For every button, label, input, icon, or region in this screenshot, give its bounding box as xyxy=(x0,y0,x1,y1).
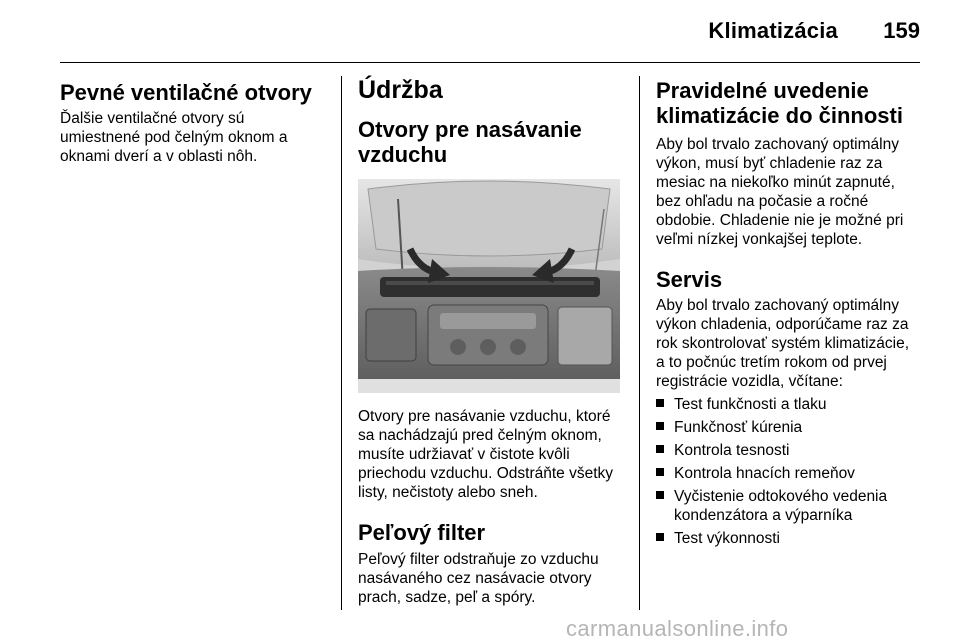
bullet-square-icon xyxy=(656,422,664,430)
bullet-square-icon xyxy=(656,445,664,453)
paragraph-line: výkon chladenia, odporúčame raz za xyxy=(656,315,909,333)
list-item xyxy=(656,395,924,414)
watermark[interactable]: carmanualsonline.info xyxy=(566,616,789,641)
list-item-text: Test funkčnosti a tlaku xyxy=(674,395,827,413)
column-divider-1 xyxy=(341,76,342,610)
list-item-text: Test výkonnosti xyxy=(674,529,780,547)
list-item-text: Funkčnosť kúrenia xyxy=(674,418,803,436)
list-item-text-continued: kondenzátora a výparníka xyxy=(674,506,853,524)
section-heading-maintenance: Údržba xyxy=(358,76,443,104)
paragraph-line: nasávaného cez nasávacie otvory xyxy=(358,569,592,587)
paragraph-line: listy, nečistoty alebo sneh. xyxy=(358,484,538,502)
header-rule xyxy=(60,62,920,63)
paragraph-line: umiestnené pod čelným oknom a xyxy=(60,129,288,147)
bullet-square-icon xyxy=(656,533,664,541)
list-item-text: Vyčistenie odtokového vedenia xyxy=(674,487,888,505)
section-heading-pollen-filter: Peľový filter xyxy=(358,520,486,546)
engine-bay-illustration xyxy=(358,179,620,393)
subheading-air-intake-line2: vzduchu xyxy=(358,142,448,168)
bullet-square-icon xyxy=(656,468,664,476)
section-heading-regular-operation-line2: klimatizácie do činnosti xyxy=(656,103,903,129)
list-item xyxy=(656,529,924,548)
paragraph-line: mesiac na niekoľko minút zapnuté, xyxy=(656,173,895,191)
list-item-text: Kontrola tesnosti xyxy=(674,441,790,459)
section-heading-service: Servis xyxy=(656,266,723,292)
column-middle xyxy=(358,74,628,607)
paragraph-line: registrácie vozidla, včítane: xyxy=(656,372,843,390)
paragraph-line: veľmi nízkej vonkajšej teplote. xyxy=(656,230,863,248)
subheading-air-intake-line1: Otvory pre nasávanie xyxy=(358,116,582,142)
section-heading-fixed-vents: Pevné ventilačné otvory xyxy=(60,80,312,105)
list-item xyxy=(656,441,924,460)
section-heading-regular-operation-line1: Pravidelné uvedenie xyxy=(656,78,869,103)
paragraph-line: a to počnúc tretím rokom od prvej xyxy=(656,353,887,371)
column-right xyxy=(656,74,924,552)
list-item xyxy=(656,464,924,483)
engine-bay-photo xyxy=(358,179,620,393)
page-header-title: Klimatizácia xyxy=(708,18,838,43)
column-left xyxy=(60,74,330,166)
list-item xyxy=(656,487,924,525)
paragraph-line: Aby bol trvalo zachovaný optimálny xyxy=(656,135,899,153)
paragraph-line: rok skontrolovať systém klimatizácie, xyxy=(656,334,910,352)
paragraph-line: obdobie. Chladenie nie je možné pri xyxy=(656,211,904,229)
paragraph-line: bez ohľadu na počasie a ročné xyxy=(656,192,869,210)
paragraph-line: prach, sadze, peľ a spóry. xyxy=(358,588,536,606)
paragraph-line: musíte udržiavať v čistote kvôli xyxy=(358,446,570,464)
bullet-square-icon xyxy=(656,491,664,499)
service-checklist xyxy=(656,395,924,548)
column-divider-2 xyxy=(639,76,640,610)
paragraph-line: Peľový filter odstraňuje zo vzduchu xyxy=(358,550,599,568)
paragraph-line: Otvory pre nasávanie vzduchu, ktoré xyxy=(358,408,611,426)
paragraph-line: oknami dverí a v oblasti nôh. xyxy=(60,148,258,166)
page-number: 159 xyxy=(883,18,920,43)
paragraph-line: Aby bol trvalo zachovaný optimálny xyxy=(656,296,899,314)
list-item-text: Kontrola hnacích remeňov xyxy=(674,464,855,482)
paragraph-line: sa nachádzajú pred čelným oknom, xyxy=(358,427,602,445)
list-item xyxy=(656,418,924,437)
paragraph-line: Ďalšie ventilačné otvory sú xyxy=(60,110,245,128)
bullet-square-icon xyxy=(656,399,664,407)
paragraph-line: priechodu vzduchu. Odstráňte všetky xyxy=(358,465,614,483)
paragraph-line: výkon, musí byť chladenie raz za xyxy=(656,154,883,172)
